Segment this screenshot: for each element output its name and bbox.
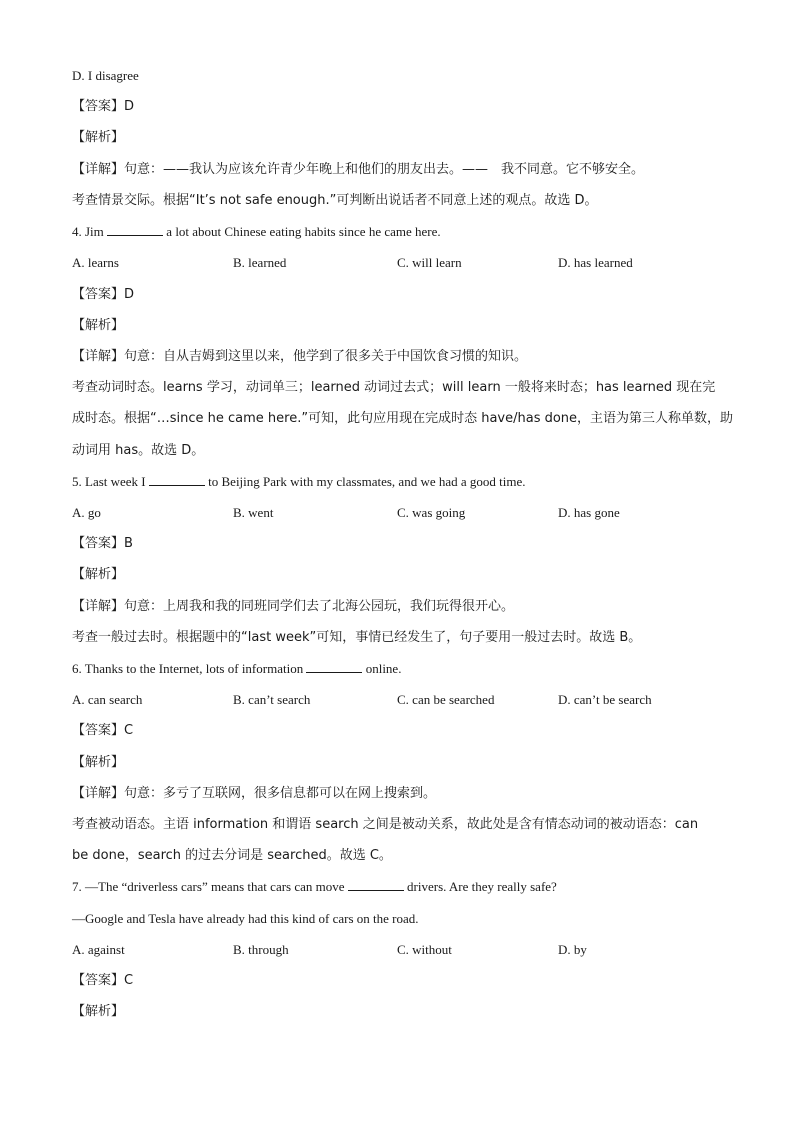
q6-option-d: D. can’t be search: [558, 692, 652, 707]
q3-detail: 【详解】句意：——我认为应该允许青少年晚上和他们的朋友出去。—— 我不同意。它不够安全。: [72, 162, 645, 177]
q4-option-d: D. has learned: [558, 255, 633, 270]
q7-option-c: C. without: [397, 942, 452, 957]
q5-stem-before: 5. Last week I: [72, 474, 149, 489]
q6-answer: 【答案】C: [72, 723, 134, 738]
q4-stem-after: a lot about Chinese eating habits since he came here.: [163, 224, 441, 239]
q5-option-d: D. has gone: [558, 505, 620, 520]
q3-answer: 【答案】D: [72, 99, 135, 114]
q5-option-b: B. went: [233, 505, 274, 520]
q4-option-a: A. learns: [72, 255, 119, 270]
q4-option-b: B. learned: [233, 255, 287, 270]
q6-option-a: A. can search: [72, 692, 143, 707]
q5-option-c: C. was going: [397, 505, 466, 520]
q5-option-a: A. go: [72, 505, 101, 520]
q7-blank: [348, 878, 404, 891]
q7-answer: 【答案】C: [72, 973, 134, 988]
q7-stem-after: drivers. Are they really safe?: [403, 879, 557, 894]
q7-stem: [72, 878, 557, 896]
q7-option-b: B. through: [233, 942, 289, 957]
q4-explanation-2: 成时态。根据“…since he came here.”可知，此句应用现在完成时态 have/has done，主语为第三人称单数，助: [72, 411, 734, 426]
q6-analysis-label: 【解析】: [72, 755, 125, 770]
q7-stem-before: 7. —The “driverless cars” means that cars can move: [72, 879, 348, 894]
q4-answer: 【答案】D: [72, 287, 135, 302]
q6-option-b: B. can’t search: [233, 692, 311, 707]
q5-stem-after: to Beijing Park with my classmates, and we had a good time.: [204, 474, 526, 489]
q6-option-c: C. can be searched: [397, 692, 495, 707]
q6-stem-after: online.: [362, 661, 402, 676]
q4-stem-before: 4. Jim: [72, 224, 108, 239]
q5-blank: [149, 473, 205, 486]
q4-explanation-3: 动词用 has。故选 D。: [72, 443, 205, 458]
q4-option-c: C. will learn: [397, 255, 462, 270]
q7-analysis-label: 【解析】: [72, 1004, 125, 1019]
q3-analysis-label: 【解析】: [72, 130, 125, 145]
q6-detail: 【详解】句意：多亏了互联网，很多信息都可以在网上搜索到。: [72, 786, 437, 801]
q3-option-d: D. I disagree: [72, 68, 139, 83]
q4-stem: [72, 223, 441, 241]
q5-answer: 【答案】B: [72, 536, 133, 551]
q4-blank: [107, 223, 163, 236]
q5-analysis-label: 【解析】: [72, 567, 125, 582]
q7-option-d: D. by: [558, 942, 587, 957]
q6-explanation-1: 考查被动语态。主语 information 和谓语 search 之间是被动关系，故此处是含有情态动词的被动语态：can: [72, 817, 699, 832]
q4-analysis-label: 【解析】: [72, 318, 125, 333]
q5-stem: [72, 473, 526, 491]
q7-option-a: A. against: [72, 942, 125, 957]
q6-explanation-2: be done，search 的过去分词是 searched。故选 C。: [72, 848, 392, 863]
q6-blank: [306, 660, 362, 673]
q5-explanation: 考查一般过去时。根据题中的“last week”可知，事情已经发生了，句子要用一般过去时。故选 B。: [72, 630, 642, 645]
q4-explanation-1: 考查动词时态。learns 学习，动词单三；learned 动词过去式；will learn 一般将来时态；has learned 现在完: [72, 380, 716, 395]
q3-explanation: 考查情景交际。根据“It’s not safe enough.”可判断出说话者不同意上述的观点。故选 D。: [72, 193, 598, 208]
q6-stem-before: 6. Thanks to the Internet, lots of information: [72, 661, 307, 676]
q5-detail: 【详解】句意：上周我和我的同班同学们去了北海公园玩，我们玩得很开心。: [72, 599, 515, 614]
q4-detail: 【详解】句意：自从吉姆到这里以来，他学到了很多关于中国饮食习惯的知识。: [72, 349, 528, 364]
q6-stem: [72, 660, 401, 678]
q7-reply: —Google and Tesla have already had this kind of cars on the road.: [72, 911, 419, 926]
